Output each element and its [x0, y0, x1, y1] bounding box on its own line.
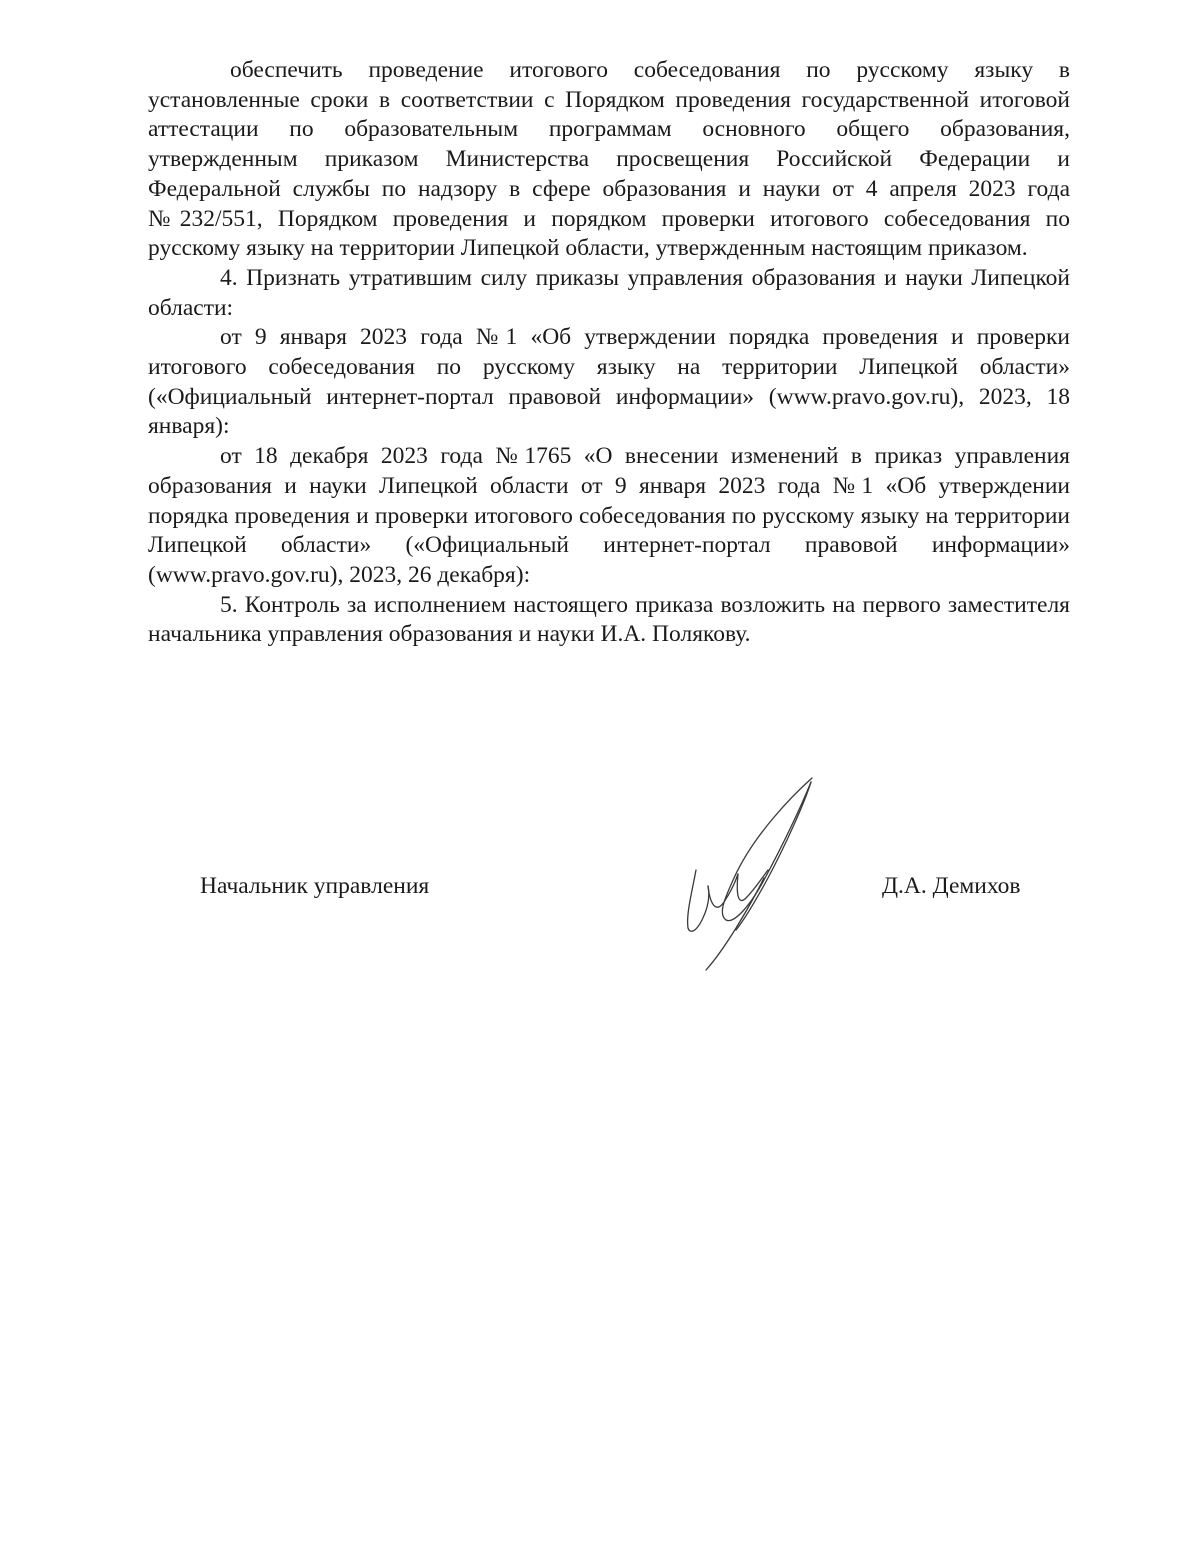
paragraph-item-4: 4. Признать утратившим силу приказы управления образования и науки Липецкой области: [148, 264, 1070, 321]
signatory-position: Начальник управления [200, 873, 430, 899]
signature-block [0, 760, 1200, 990]
paragraph-repealed-order-1: от 9 января 2023 года №1 «Об утверждении порядка проведения и проверки итогового собеседования по русскому языку на территории Липецкой области» («Официальный интернет-портал правовой информации» (www.pravo.gov.ru), 2023, 18 января): [148, 324, 1070, 440]
signatory-name: Д.А. Демихов [882, 873, 1021, 899]
paragraph-provision: обеспечить проведение итогового собеседования по русскому языку в установленные сроки в соответствии с Порядком проведения государственной итоговой аттестации по образовательным программам основного общего образования, утвержденным приказом Министерства просвещения Российской Федерации и Федеральной службы по надзору в сфере образования и науки от 4 апреля 2023 года №232/551, Порядком проведения и порядком проверки итогового собеседования по русскому языку на территории Липецкой области, утвержденным настоящим приказом. [148, 57, 1070, 262]
paragraph-item-5: 5. Контроль за исполнением настоящего приказа возложить на первого заместителя начальника управления образования и науки И.А. Полякову. [148, 591, 1070, 648]
document-body [148, 56, 1070, 650]
handwritten-signature-icon [676, 774, 826, 974]
paragraph-repealed-order-1765: от 18 декабря 2023 года №1765 «О внесении изменений в приказ управления образования и науки Липецкой области от 9 января 2023 года №1 «Об утверждении порядка проведения и проверки итогового собеседования по русскому языку на территории Липецкой области» («Официальный интернет-портал правовой информации» (www.pravo.gov.ru), 2023, 26 декабря): [148, 443, 1070, 588]
